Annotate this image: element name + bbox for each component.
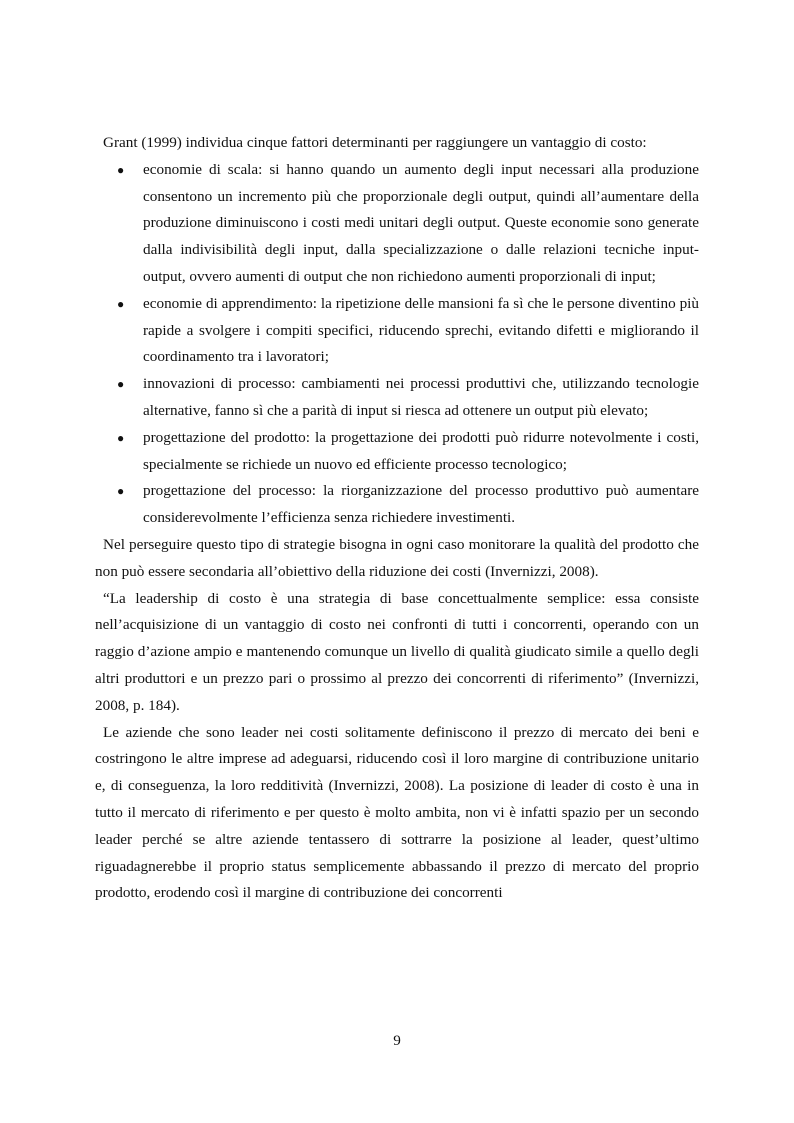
list-item xyxy=(95,291,699,371)
bullet-icon: ● xyxy=(117,430,125,445)
list-item xyxy=(95,478,699,532)
list-item-text: economie di apprendimento: la ripetizione delle mansioni fa sì che le persone diventino più rapide a svolgere i compiti specifici, riducendo sprechi, evitando difetti e migliorando il coordinamento tra i lavoratori; xyxy=(143,294,699,366)
body-paragraph: Le aziende che sono leader nei costi solitamente definiscono il prezzo di mercato dei beni e costringono le altre imprese ad adeguarsi, riducendo così il loro margine di contribuzione unitario e, di conseguenza, la loro redditività (Invernizzi, 2008). La posizione di leader di costo è una in tutto il mercato di riferimento e per questo è molto ambita, non vi è infatti spazio per un secondo leader perché se altre aziende tentassero di sottrarre la posizione al leader, quest’ultimo riguadagnerebbe il proprio status semplicemente abbassando il prezzo di mercato del proprio prodotto, erodendo così il margine di contribuzione dei concorrenti xyxy=(95,723,699,902)
bullet-icon: ● xyxy=(117,377,125,392)
bullet-icon: ● xyxy=(117,162,125,177)
list-item-text: economie di scala: si hanno quando un aumento degli input necessari alla produzione consentono un incremento più che proporzionale degli output, quindi all’aumentare della produzione diminuiscono i costi medi unitari degli output. Queste economie sono generate dalla indivisibilità degli input, dalla specializzazione o dalle relazioni tecniche input-output, ovvero aumenti di output che non richiedono aumenti proporzionali di input; xyxy=(143,160,699,285)
list-item xyxy=(95,157,699,291)
list-item xyxy=(95,371,699,425)
page-body xyxy=(95,130,699,907)
list-item-text: progettazione del prodotto: la progettazione dei prodotti può ridurre notevolmente i costi, specialmente se richiede un nuovo ed efficiente processo tecnologico; xyxy=(143,428,699,473)
list-item-text: innovazioni di processo: cambiamenti nei processi produttivi che, utilizzando tecnologie alternative, fanno sì che a parità di input si riesca ad ottenere un output più elevato; xyxy=(143,375,699,419)
quote-paragraph: “La leadership di costo è una strategia di base concettualmente semplice: essa consiste nell’acquisizione di un vantaggio di costo nei confronti di tutti i concorrenti, operando con un raggio d’azione ampio e mantenendo comunque un livello di qualità giudicato simile a quello degli altri produttori e un prezzo pari o prossimo al prezzo dei concorrenti di riferimento” (Invernizzi, 2008, p. 184). xyxy=(95,589,699,714)
bullet-icon: ● xyxy=(117,296,125,311)
page-number: 9 xyxy=(393,1032,401,1049)
cost-factors-list xyxy=(95,157,699,532)
intro-paragraph: Grant (1999) individua cinque fattori determinanti per raggiungere un vantaggio di costo: xyxy=(103,134,647,151)
list-item-text: progettazione del processo: la riorganizzazione del processo produttivo può aumentare considerevolmente l’efficienza senza richiedere investimenti. xyxy=(143,482,699,527)
list-item xyxy=(95,425,699,479)
bullet-icon: ● xyxy=(117,484,125,499)
body-paragraph: Nel perseguire questo tipo di strategie bisogna in ogni caso monitorare la qualità del prodotto che non può essere secondaria all’obiettivo della riduzione dei costi (Invernizzi, 2008). xyxy=(95,535,699,580)
